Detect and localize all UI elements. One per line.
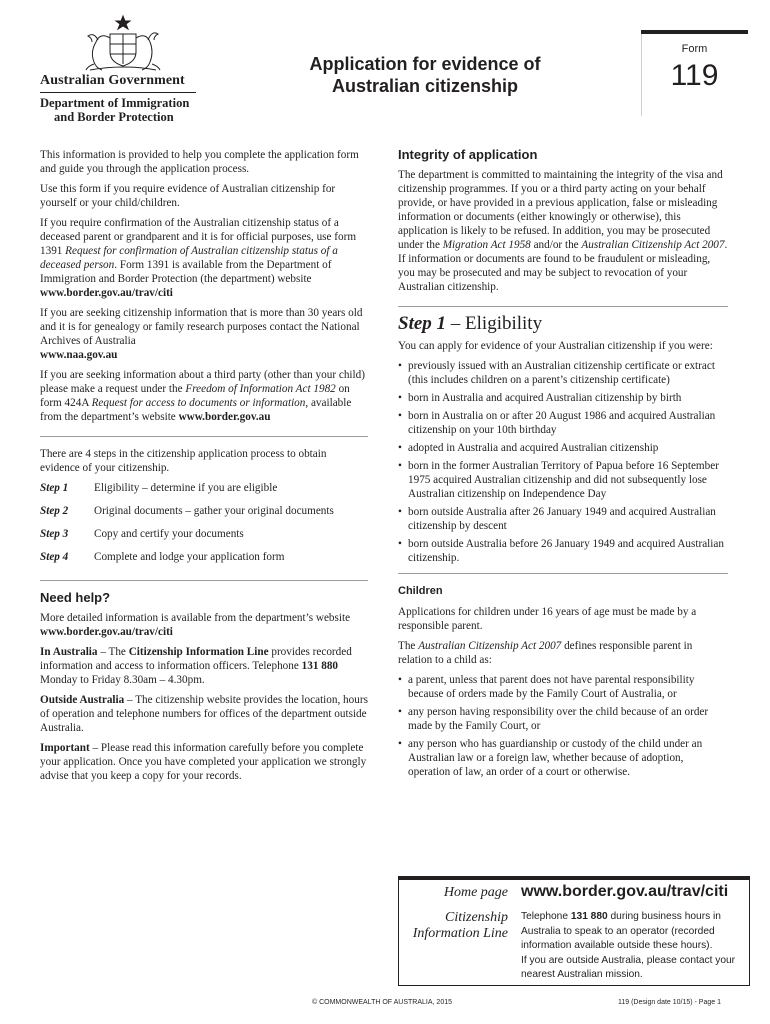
form-label: Form xyxy=(681,43,708,55)
citizenship-website-link[interactable]: www.border.gov.au/trav/citi xyxy=(40,287,173,299)
footer-copyright: © COMMONWEALTH OF AUSTRALIA, 2015 xyxy=(312,999,452,1006)
step-row xyxy=(40,550,368,564)
text-run: The department is committed to maintaining the integrity of the visa and citizenship programmes. If you or a third party acting on your behalf provide, or have provided in a previous application, false or misleading information or documents (either knowingly or otherwise), this application is likely to be refused. In addition, you may be prosecuted under the xyxy=(398,169,723,251)
bold-run: In Australia xyxy=(40,646,98,658)
help-paragraph-3 xyxy=(40,693,368,735)
contact-details xyxy=(521,910,736,983)
step-description: Eligibility – determine if you are eligible xyxy=(94,482,278,494)
left-column xyxy=(40,148,368,789)
form-424a-title: Request for access to documents or information xyxy=(91,397,306,409)
citizenship-information-line-label xyxy=(400,910,508,942)
step-row xyxy=(40,504,368,518)
text-run: More detailed information is available from the department’s website xyxy=(40,612,351,624)
responsible-parent-list xyxy=(398,673,728,779)
step1-title: – Eligibility xyxy=(446,313,543,334)
step-description: Original documents – gather your original documents xyxy=(94,505,334,517)
step-label: Step 3 xyxy=(40,528,69,540)
border-website-link[interactable]: www.border.gov.au xyxy=(178,411,271,423)
list-item: • born in Australia and acquired Australian citizenship by birth xyxy=(398,391,728,405)
step1-number: Step 1 xyxy=(398,313,447,334)
coat-of-arms-icon xyxy=(80,14,166,74)
genealogy-paragraph xyxy=(40,306,368,362)
list-item: • born in the former Australian Territory of Papua before 16 September 1975 acquired Australian citizenship and did not subsequently lose Australian citizenship on Independence Day xyxy=(398,459,728,501)
text-run: during business hours in Australia to speak to an operator (recorded information available outside these hours). xyxy=(521,911,721,951)
right-column xyxy=(398,148,728,785)
text-run: – Please read this information carefully before you complete your application. Once you have completed your application we strongly advise that you keep a copy for your records. xyxy=(40,742,367,782)
integrity-heading: Integrity of application xyxy=(398,147,538,162)
department-name-line2: and Border Protection xyxy=(54,110,174,124)
home-page-label: Home page xyxy=(443,885,508,900)
bold-run: Outside Australia xyxy=(40,694,125,706)
list-item: • born outside Australia before 26 January 1949 and acquired Australian citizenship. xyxy=(398,537,728,565)
list-item: • any person who has guardianship or custody of the child under an Australian law or a foreign law, whether because of adoption, operation of law, an order of a court or otherwise. xyxy=(398,737,728,779)
label-line: Citizenship xyxy=(444,910,508,925)
step-row xyxy=(40,481,368,495)
steps-intro: There are 4 steps in the citizenship application process to obtain evidence of your citizenship. xyxy=(40,448,327,474)
help-paragraph-1 xyxy=(40,611,368,639)
bold-run: Citizenship Information Line xyxy=(128,646,269,658)
list-item: • any person having responsibility over the child because of an order made by the Family Court, or xyxy=(398,705,728,733)
list-item: • adopted in Australia and acquired Australian citizenship xyxy=(398,441,728,455)
migration-act-title: Migration Act 1958 xyxy=(442,239,531,251)
bold-run: Important xyxy=(40,742,90,754)
text-run: on form 424A xyxy=(40,383,350,409)
text-run: Monday to Friday 8.30am – 4.30pm. xyxy=(40,674,205,686)
step-row xyxy=(40,527,368,541)
list-item: • born outside Australia after 26 January 1949 and acquired Australian citizenship by descent xyxy=(398,505,728,533)
text-run: . If information or documents are found to be fraudulent or misleading, you may be prosecuted and may be subject to revocation of your Australian citizenship. xyxy=(398,239,728,293)
steps-list xyxy=(40,481,368,564)
children-paragraph-2 xyxy=(398,639,728,667)
text-run: . Form 1391 is available from the Department of Immigration and Border Protection (the department) website xyxy=(40,259,332,285)
text-run: , available from the department’s website xyxy=(40,397,352,423)
text-run: defines responsible parent in relation to a child as: xyxy=(398,640,693,666)
foi-act-title: Freedom of Information Act 1982 xyxy=(185,383,336,395)
naa-website-link[interactable]: www.naa.gov.au xyxy=(40,349,118,361)
step-description: Copy and certify your documents xyxy=(94,528,244,540)
text-run: If you are seeking citizenship information that is more than 30 years old and it is for genealogy or family research purposes contact the National Archives of Australia xyxy=(40,307,363,347)
third-party-paragraph xyxy=(40,368,368,424)
step-label: Step 4 xyxy=(40,551,69,563)
text-run: Telephone xyxy=(521,911,571,922)
step1-intro: You can apply for evidence of your Australian citizenship if you were: xyxy=(398,340,713,352)
list-item: • previously issued with an Australian citizenship certificate or extract (this includes children on a parent’s citizenship certificate) xyxy=(398,359,728,387)
phone-number: 131 880 xyxy=(301,660,338,672)
list-item: • born in Australia on or after 20 August 1986 and acquired Australian citizenship on your 10th birthday xyxy=(398,409,728,437)
text-run: provides recorded information and access to information officers. Telephone xyxy=(40,646,352,672)
step-description: Complete and lodge your application form xyxy=(94,551,285,563)
text-run: – The xyxy=(97,646,129,658)
intro-paragraph-1: This information is provided to help you complete the application form and guide you through the application process. xyxy=(40,149,359,175)
form-number: 119 xyxy=(670,59,719,92)
phone-number: 131 880 xyxy=(570,911,608,922)
integrity-paragraph xyxy=(398,168,728,294)
text-run: and/or the xyxy=(530,239,582,251)
title-line2: Australian citizenship xyxy=(331,76,519,96)
home-page-url-link[interactable]: www.border.gov.au/trav/citi xyxy=(521,883,729,900)
step-label: Step 1 xyxy=(40,482,69,494)
deceased-parent-paragraph xyxy=(40,216,368,300)
form-1391-title: Request for confirmation of Australian citizenship status of a deceased person xyxy=(40,245,338,271)
title-line1: Application for evidence of xyxy=(309,54,541,74)
eligibility-list xyxy=(398,359,728,565)
header-divider xyxy=(40,92,196,93)
citizenship-act-title: Australian Citizenship Act 2007 xyxy=(418,640,562,652)
text-run: – The citizenship website provides the location, hours of operation and telephone numbers for offices of the department outside Australia. xyxy=(40,694,368,734)
list-item: • a parent, unless that parent does not have parental responsibility because of orders made by the Family Court of Australia, or xyxy=(398,673,728,701)
section-divider xyxy=(398,573,728,574)
outside-australia-text: If you are outside Australia, please contact your nearest Australian mission. xyxy=(521,954,736,980)
text-run: The xyxy=(398,640,419,652)
page-title xyxy=(282,53,568,97)
government-name: Australian Government xyxy=(40,73,185,88)
department-name-line1: Department of Immigration xyxy=(40,96,190,110)
need-help-heading: Need help? xyxy=(40,590,111,605)
text-run: If you require confirmation of the Australian citizenship status of a deceased parent or grandparent and it is for official purposes, use form 1391 xyxy=(40,217,357,257)
help-paragraph-2 xyxy=(40,645,368,687)
citizenship-act-title: Australian Citizenship Act 2007 xyxy=(581,239,725,251)
intro-paragraph-2: Use this form if you require evidence of Australian citizenship for yourself or your child/children. xyxy=(40,183,336,209)
footer-page-number: 119 (Design date 10/15) - Page 1 xyxy=(618,999,721,1006)
citizenship-website-link[interactable]: www.border.gov.au/trav/citi xyxy=(40,626,173,638)
label-line: Information Line xyxy=(412,926,508,941)
section-divider xyxy=(40,436,368,437)
step1-heading xyxy=(398,313,728,334)
section-divider xyxy=(398,306,728,307)
step-label: Step 2 xyxy=(40,505,69,517)
section-divider xyxy=(40,580,368,581)
form-box-rule xyxy=(641,30,748,34)
text-run: If you are seeking information about a third party (other than your child) please make a request under the xyxy=(40,369,365,395)
children-heading: Children xyxy=(398,585,443,597)
telephone-text xyxy=(521,910,736,954)
children-paragraph-1: Applications for children under 16 years of age must be made by a responsible parent. xyxy=(398,606,697,632)
help-paragraph-4 xyxy=(40,741,368,783)
